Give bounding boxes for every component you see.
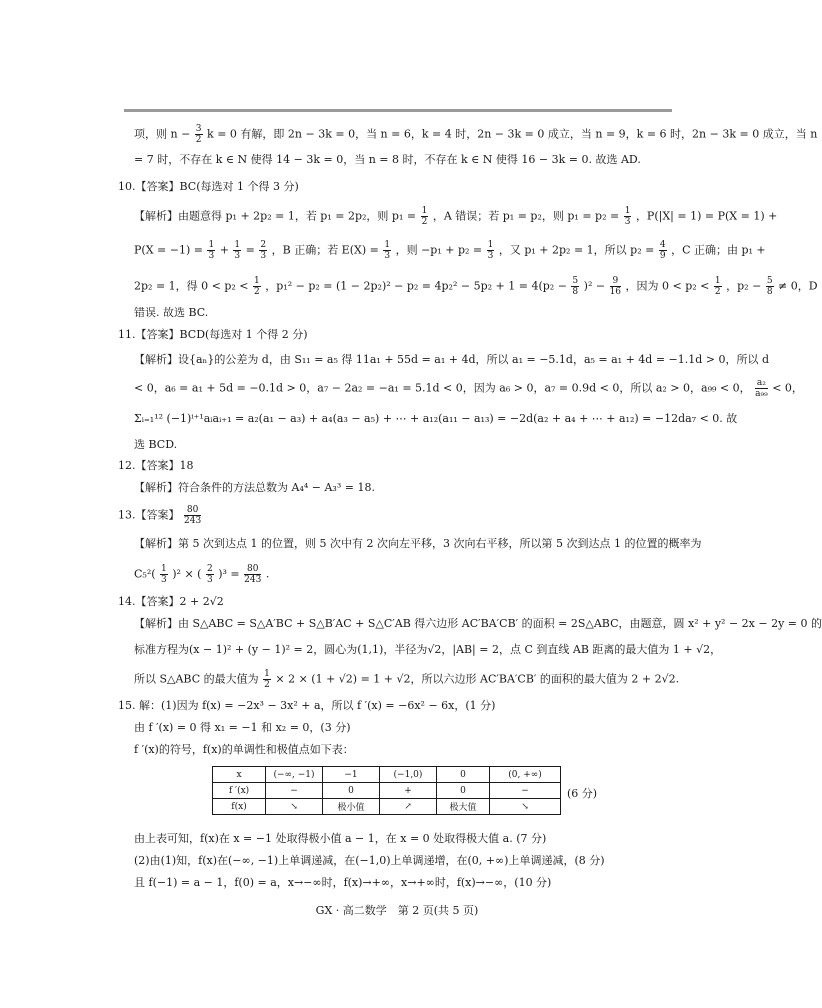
- text-line: 错误. 故选 BC.: [134, 306, 209, 319]
- answer-heading: 10.【答案】BC(每选对 1 个得 3 分): [118, 180, 299, 193]
- fraction: $\frac{3}{2}$: [195, 124, 202, 145]
- page-footer: GX · 高二数学 第 2 页(共 5 页): [315, 904, 479, 917]
- table-row: f(x) ↘ 极小值 ↗ 极大值 ↘: [213, 799, 561, 815]
- answer-heading: 12.【答案】18: [118, 459, 194, 472]
- text-line: 项，则 n − $\frac{3}{2}$ k = 0 有解，即 2n − 3k = 0，当 n = 6，k = 4 时，2n − 3k = 0 成立，当 n = 9，k = 6 时，2n − 3k = 0 成立，当 n: [134, 124, 818, 145]
- table-row: f ′(x) − 0 + 0 −: [213, 783, 561, 799]
- header-rule: [124, 109, 672, 112]
- text-line: 选 BCD.: [134, 438, 178, 451]
- text-line: 【解析】由题意得 p₁ + 2p₂ = 1，若 p₁ = 2p₂，则 p₁ = $\frac{1}{2}$ ，A 错误；若 p₁ = p₂，则 p₁ = p₂ = $\frac{1}{3}$ ，P(|X| = 1) = P(X = 1) +: [134, 206, 778, 227]
- text-line: < 0，a₆ = a₁ + 5d = −0.1d > 0，a₇ − 2a₂ = −a₁ = 5.1d < 0，因为 a₆ > 0，a₇ = 0.9d < 0，所以 a₂ > 0，a₉₉ < 0， $\frac{\text{a₂}}{\text{a₉₉}}$ < 0，: [134, 378, 803, 399]
- text-line: (2)由(1)知，f(x)在(−∞, −1)上单调递减，在(−1,0)上单调递增，在(0, +∞)上单调递减，(8 分): [134, 854, 605, 867]
- text-line: P(X = −1) = $\frac{1}{3}$ + $\frac{1}{3}$ = $\frac{2}{3}$ ，B 正确；若 E(X) = $\frac{1}{3}$ ，则 −p₁ + p₂ = $\frac{1}{3}$ ，又 p₁ + 2p₂ = 1，所以 p₂ = $\frac{4}{9}$ ，C 正确；由 p₁ +: [134, 240, 766, 261]
- text-line: 【解析】设{aₙ}的公差为 d，由 S₁₁ = a₅ 得 11a₁ + 55d = a₁ + 4d，所以 a₁ = −5.1d，a₅ = a₁ + 4d = −1.1d > 0，所以 d: [134, 353, 770, 366]
- text-line: 所以 S△ABC 的最大值为 $\frac{1}{2}$ × 2 × (1 + √2) = 1 + √2，所以六边形 AC′BA′CB′ 的面积的最大值为 2 + 2√2.: [134, 669, 680, 690]
- text-line: C₅²( $\frac{1}{3}$ )² × ( $\frac{2}{3}$ )³ = $\frac{80}{243}$ .: [134, 564, 270, 585]
- text-line: 【解析】第 5 次到达点 1 的位置，则 5 次中有 2 次向左平移，3 次向右平移，所以第 5 次到达点 1 的位置的概率为: [134, 537, 702, 550]
- answer-heading: 13.【答案】 $\frac{80}{243}$: [118, 505, 202, 526]
- score-note: (6 分): [567, 787, 598, 800]
- text-line: 15. 解：(1)因为 f(x) = −2x³ − 3x² + a，所以 f ′(x) = −6x² − 6x，(1 分): [118, 699, 496, 712]
- text-line: 由 f ′(x) = 0 得 x₁ = −1 和 x₂ = 0，(3 分): [134, 721, 351, 734]
- text-line: 标准方程为(x − 1)² + (y − 1)² = 2，圆心为(1,1)，半径为√2，|AB| = 2，点 C 到直线 AB 距离的最大值为 1 + √2，: [134, 643, 722, 656]
- sign-table: [212, 766, 561, 815]
- text-line: Σᵢ₌₁¹² (−1)ⁱ⁺¹aᵢaᵢ₊₁ = a₂(a₁ − a₃) + a₄(a₃ − a₅) + ⋯ + a₁₂(a₁₁ − a₁₃) = −2d(a₂ + a₄ + ⋯ + a₁₂) = −12da₇ < 0. 故: [134, 412, 738, 425]
- text-line: f ′(x)的符号，f(x)的单调性和极值点如下表：: [134, 743, 354, 756]
- text-line: = 7 时，不存在 k ∈ N 使得 14 − 3k = 0，当 n = 8 时，不存在 k ∈ N 使得 16 − 3k = 0. 故选 AD.: [134, 153, 641, 166]
- text-line: 【解析】由 S△ABC = S△A′BC + S△B′AC + S△C′AB 得六边形 AC′BA′CB′ 的面积 = 2S△ABC，由题意，圆 x² + y² − 2x − 2y = 0 的: [134, 617, 822, 630]
- table-row: x (−∞, −1) −1 (−1,0) 0 (0, +∞): [213, 767, 561, 783]
- text-line: 由上表可知，f(x)在 x = −1 处取得极小值 a − 1，在 x = 0 处取得极大值 a. (7 分): [134, 832, 547, 845]
- text-line: 且 f(−1) = a − 1，f(0) = a，x→−∞时，f(x)→+∞，x→+∞时，f(x)→−∞，(10 分): [134, 876, 552, 889]
- answer-heading: 14.【答案】2 + 2√2: [118, 595, 224, 608]
- text-line: 2p₂ = 1，得 0 < p₂ < $\frac{1}{2}$ ，p₁² − p₂ = (1 − 2p₂)² − p₂ = 4p₂² − 5p₂ + 1 = 4(p₂ − $\frac{5}{8}$ )² − $\frac{9}{16}$ ，因为 0 < p₂ < $\frac{1}{2}$ ，p₂ − $\frac{5}{8}$ ≠ 0，D: [134, 276, 818, 297]
- answer-heading: 11.【答案】BCD(每选对 1 个得 2 分): [118, 328, 308, 341]
- text-line: 【解析】符合条件的方法总数为 A₄⁴ − A₃³ = 18.: [134, 481, 375, 494]
